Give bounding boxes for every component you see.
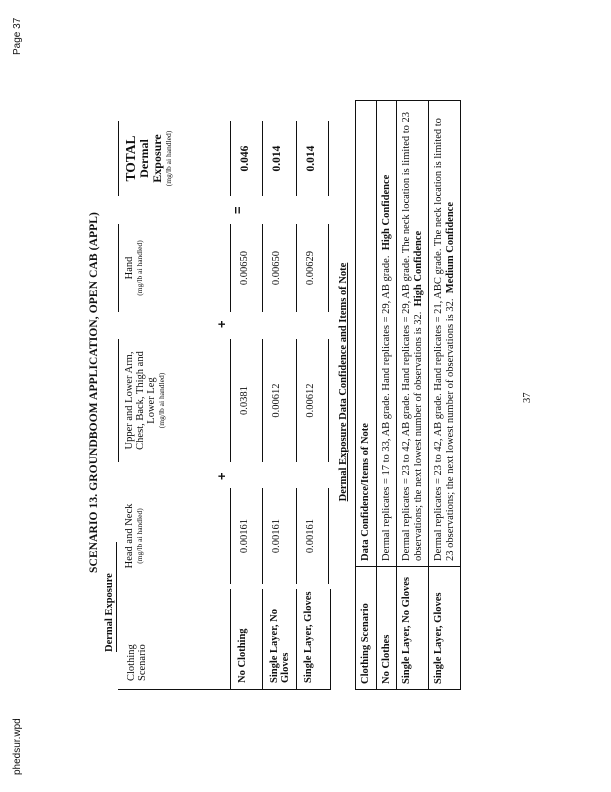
table-rule — [118, 224, 119, 312]
body-value: 0.00612 — [296, 339, 330, 462]
head-neck-header — [124, 482, 144, 590]
column-label: Upper and Lower Arm, Chest, Back, Thigh and Lower Leg — [124, 351, 157, 450]
scenario-cell: Single Layer, No Gloves — [397, 567, 429, 690]
body-header — [124, 333, 166, 468]
table-row — [397, 101, 429, 690]
note-text: Dermal replicates = 23 to 42, AB grade. Hand replicates = 21, ABC grade. The neck location is limited to 23 observations; the next lowest number of observations is 32. — [433, 118, 456, 561]
page-label: Page 37 — [12, 17, 23, 55]
dermal-exposure-group-header: Dermal Exposure — [104, 573, 115, 652]
scenario-row-label: Single Layer, Gloves — [296, 589, 330, 689]
hand-value: 0.00650 — [262, 224, 296, 312]
confidence-level: Medium Confidence — [444, 201, 456, 294]
file-name: phedsur.wpd — [12, 718, 23, 775]
table-row — [429, 101, 461, 690]
head-neck-value: 0.00161 — [262, 488, 296, 584]
column-unit: (mg/lb ai handled) — [157, 372, 166, 429]
total-column — [118, 115, 330, 202]
note-cell — [376, 101, 397, 567]
hand-value: 0.00650 — [230, 224, 262, 312]
group-header-rule — [116, 542, 117, 652]
total-value: 0.014 — [262, 121, 296, 196]
body-column — [118, 333, 330, 468]
column-label: TOTAL — [123, 135, 138, 182]
clothing-scenario-header: Clothing Scenario — [126, 644, 148, 681]
confidence-level: High Confidence — [380, 174, 392, 251]
body-value: 0.0381 — [230, 339, 262, 462]
total-value: 0.046 — [230, 121, 262, 196]
hand-value: 0.00629 — [296, 224, 330, 312]
plus-operator: + — [214, 320, 229, 328]
header-data-confidence: Data Confidence/Items of Note — [356, 101, 377, 567]
dermal-exposure-table — [118, 115, 330, 690]
table-rule — [328, 339, 329, 462]
scenario-cell: No Clothes — [376, 567, 397, 690]
body-value: 0.00612 — [262, 339, 296, 462]
table-rule — [118, 121, 119, 196]
column-unit: (mg/lb ai handled) — [164, 130, 173, 187]
hand-header — [124, 218, 144, 318]
note-text: Dermal replicates = 17 to 33, AB grade. Hand replicates = 29, AB grade. — [380, 255, 392, 561]
table-rule — [328, 224, 329, 312]
scenario-title: SCENARIO 13. GROUNDBOOM APPLICATION, OPEN CAB (APPL) — [88, 212, 100, 573]
note-text: Dermal replicates = 23 to 42, AB grade. Hand replicates = 29, AB grade. The neck location is limited to 23 observations; the next lowest number of observations is 32. — [401, 111, 424, 561]
column-label: Dermal Exposure — [137, 134, 164, 183]
equals-operator: = — [230, 206, 245, 214]
hand-column — [118, 218, 330, 318]
total-header — [124, 115, 173, 202]
confidence-table — [355, 100, 461, 690]
total-value: 0.014 — [296, 121, 330, 196]
scenario-row-label: No Clothing — [230, 589, 262, 689]
column-unit: (mg/lb ai handled) — [135, 240, 144, 296]
table-rule — [328, 121, 329, 196]
note-cell — [429, 101, 461, 567]
confidence-table-caption: Dermal Exposure Data Confidence and Items of Note — [338, 262, 349, 502]
table-row — [376, 101, 397, 690]
page-number: 37 — [522, 392, 533, 403]
table-rule — [328, 488, 329, 584]
head-neck-value: 0.00161 — [296, 488, 330, 584]
column-unit: (mg/lb ai handled) — [135, 508, 144, 564]
column-label: Hand — [124, 256, 135, 280]
plus-operator: + — [214, 472, 229, 480]
note-cell — [397, 101, 429, 567]
head-neck-value: 0.00161 — [230, 488, 262, 584]
clothing-scenario-column — [118, 589, 331, 690]
header-clothing-scenario: Clothing Scenario — [356, 567, 377, 690]
table-header-row — [356, 101, 377, 690]
scenario-row-label: Single Layer, No Gloves — [262, 589, 296, 689]
confidence-level: High Confidence — [412, 230, 424, 307]
table-rule — [118, 339, 119, 462]
head-neck-column — [118, 482, 330, 590]
scenario-cell: Single Layer, Gloves — [429, 567, 461, 690]
column-label: Head and Neck — [124, 503, 135, 569]
